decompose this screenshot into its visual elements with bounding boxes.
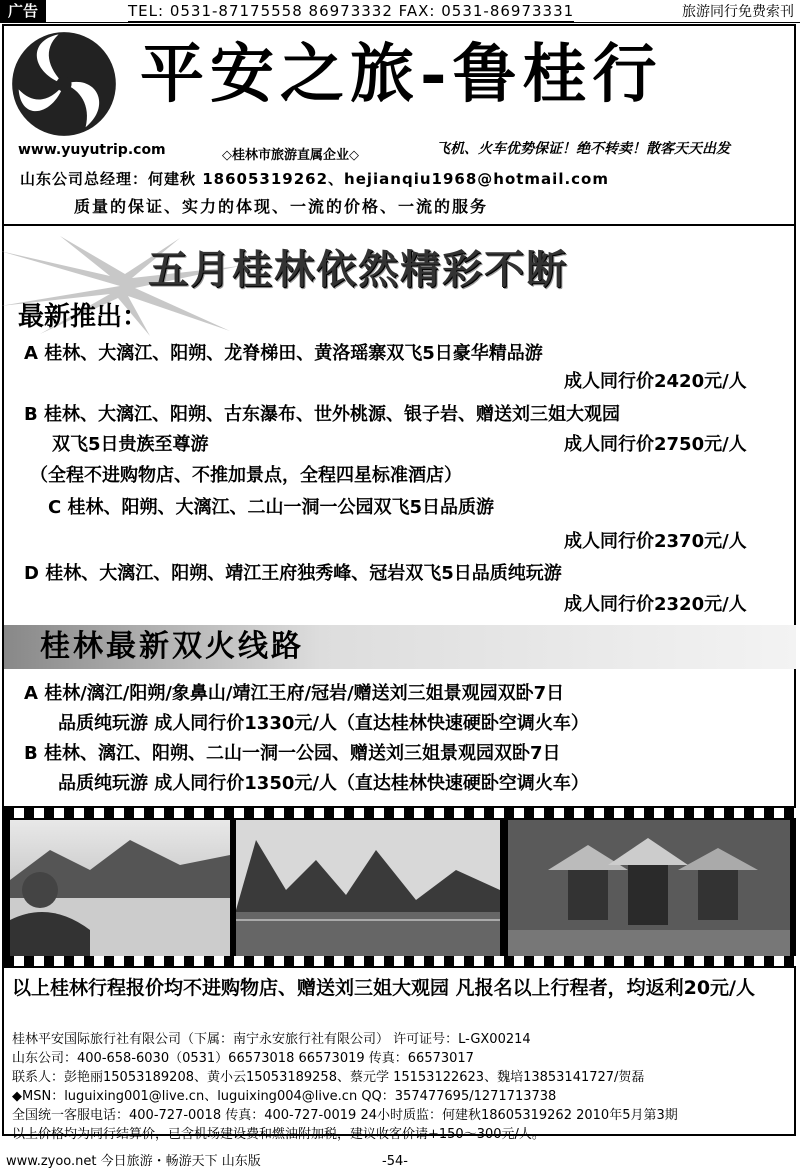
photo-karst-river — [236, 820, 500, 956]
route-a-price: 成人同行价2420元/人 — [564, 371, 747, 392]
train-route-a-line2: 品质纯玩游 成人同行价1330元/人（直达桂林快速硬卧空调火车） — [58, 713, 589, 734]
footer — [0, 1152, 800, 1171]
train-routes-title: 桂林最新双火线路 — [40, 629, 304, 664]
headline: 五月桂林依然精彩不断 — [148, 246, 568, 293]
page-number: -54- — [382, 1154, 408, 1169]
price-note: 以上价格均为同行结算价，已含机场建设费和燃油附加税，建议收客价请+150～300元/人。 — [12, 1127, 545, 1142]
route-d-price: 成人同行价2320元/人 — [564, 594, 747, 615]
hotline: 全国统一客服电话：400-727-0018 传真：400-727-0019 24小时质监：何建秋18605319262 2010年5月第3期 — [12, 1108, 678, 1123]
sprocket-top — [4, 808, 796, 818]
route-c-price: 成人同行价2370元/人 — [564, 531, 747, 552]
free-publication-label: 旅游同行免费索刊 — [682, 4, 794, 20]
website-link[interactable]: www.yuyutrip.com — [18, 142, 166, 158]
brand-title: 平安之旅-鲁桂行 — [140, 37, 663, 112]
train-route-b-line2: 品质纯玩游 成人同行价1350元/人（直达桂林快速硬卧空调火车） — [58, 773, 589, 794]
footer-site: www.zyoo.net 今日旅游・畅游天下 山东版 — [6, 1154, 261, 1169]
service-slogan: 飞机、火车优势保证！绝不转卖！散客天天出发 — [436, 141, 730, 157]
manager-contact: 山东公司总经理：何建秋 18605319262、hejianqiu1968@hotmail.com — [20, 170, 609, 188]
route-d-line: D 桂林、大漓江、阳朔、靖江王府独秀峰、冠岩双飞5日品质纯玩游 — [24, 563, 562, 584]
route-c-line: C 桂林、阳朔、大漓江、二山一洞一公园双飞5日品质游 — [48, 497, 494, 518]
affiliation-text: ◇桂林市旅游直属企业◇ — [222, 148, 359, 163]
sprocket-bottom — [4, 956, 796, 966]
route-b-line2: 双飞5日贵族至尊游 — [52, 434, 209, 455]
msn-qq: ◆MSN：luguixing001@live.cn、luguixing004@live.cn QQ：357477695/1271713738 — [12, 1089, 557, 1104]
photo-thatched-huts — [508, 820, 790, 956]
bottom-notice: 以上桂林行程报价均不进购物店、赠送刘三姐大观园 凡报名以上行程者，均返利20元/人 — [12, 977, 755, 999]
train-route-a-line1: A 桂林/漓江/阳朔/象鼻山/靖江王府/冠岩/赠送刘三姐景观园双卧7日 — [24, 683, 565, 704]
swirl-logo-icon — [10, 30, 118, 138]
train-route-b-line1: B 桂林、漓江、阳朔、二山一洞一公园、赠送刘三姐景观园双卧7日 — [24, 743, 561, 764]
route-b-line: B 桂林、大漓江、阳朔、古东瀑布、世外桃源、银子岩、赠送刘三姐大观园 — [24, 404, 620, 425]
company-info: 桂林平安国际旅行社有限公司（下属：南宁永安旅行社有限公司） 许可证号：L-GX00214 — [12, 1032, 531, 1047]
photo-lake-flowers — [10, 820, 230, 956]
shandong-contact: 山东公司：400-658-6030（0531）66573018 66573019 传真：66573017 — [12, 1051, 474, 1066]
new-routes-label: 最新推出： — [18, 302, 149, 332]
quality-slogan: 质量的保证、实力的体现、一流的价格、一流的服务 — [74, 197, 489, 216]
ad-tag: 广告 — [0, 0, 46, 22]
route-b-note: （全程不进购物店、不推加景点，全程四星标准酒店） — [30, 465, 462, 486]
route-b-price: 成人同行价2750元/人 — [564, 434, 747, 455]
contact-line: TEL: 0531-87175558 86973332 FAX: 0531-86973331 — [128, 2, 575, 20]
route-a-line: A 桂林、大漓江、阳朔、龙脊梯田、黄洛瑶寨双飞5日豪华精品游 — [24, 343, 543, 364]
section-divider — [4, 224, 796, 226]
contacts-list: 联系人：彭艳丽15053189208、黄小云15053189258、蔡元学 15153122623、魏培13853141727/贺磊 — [12, 1070, 645, 1085]
